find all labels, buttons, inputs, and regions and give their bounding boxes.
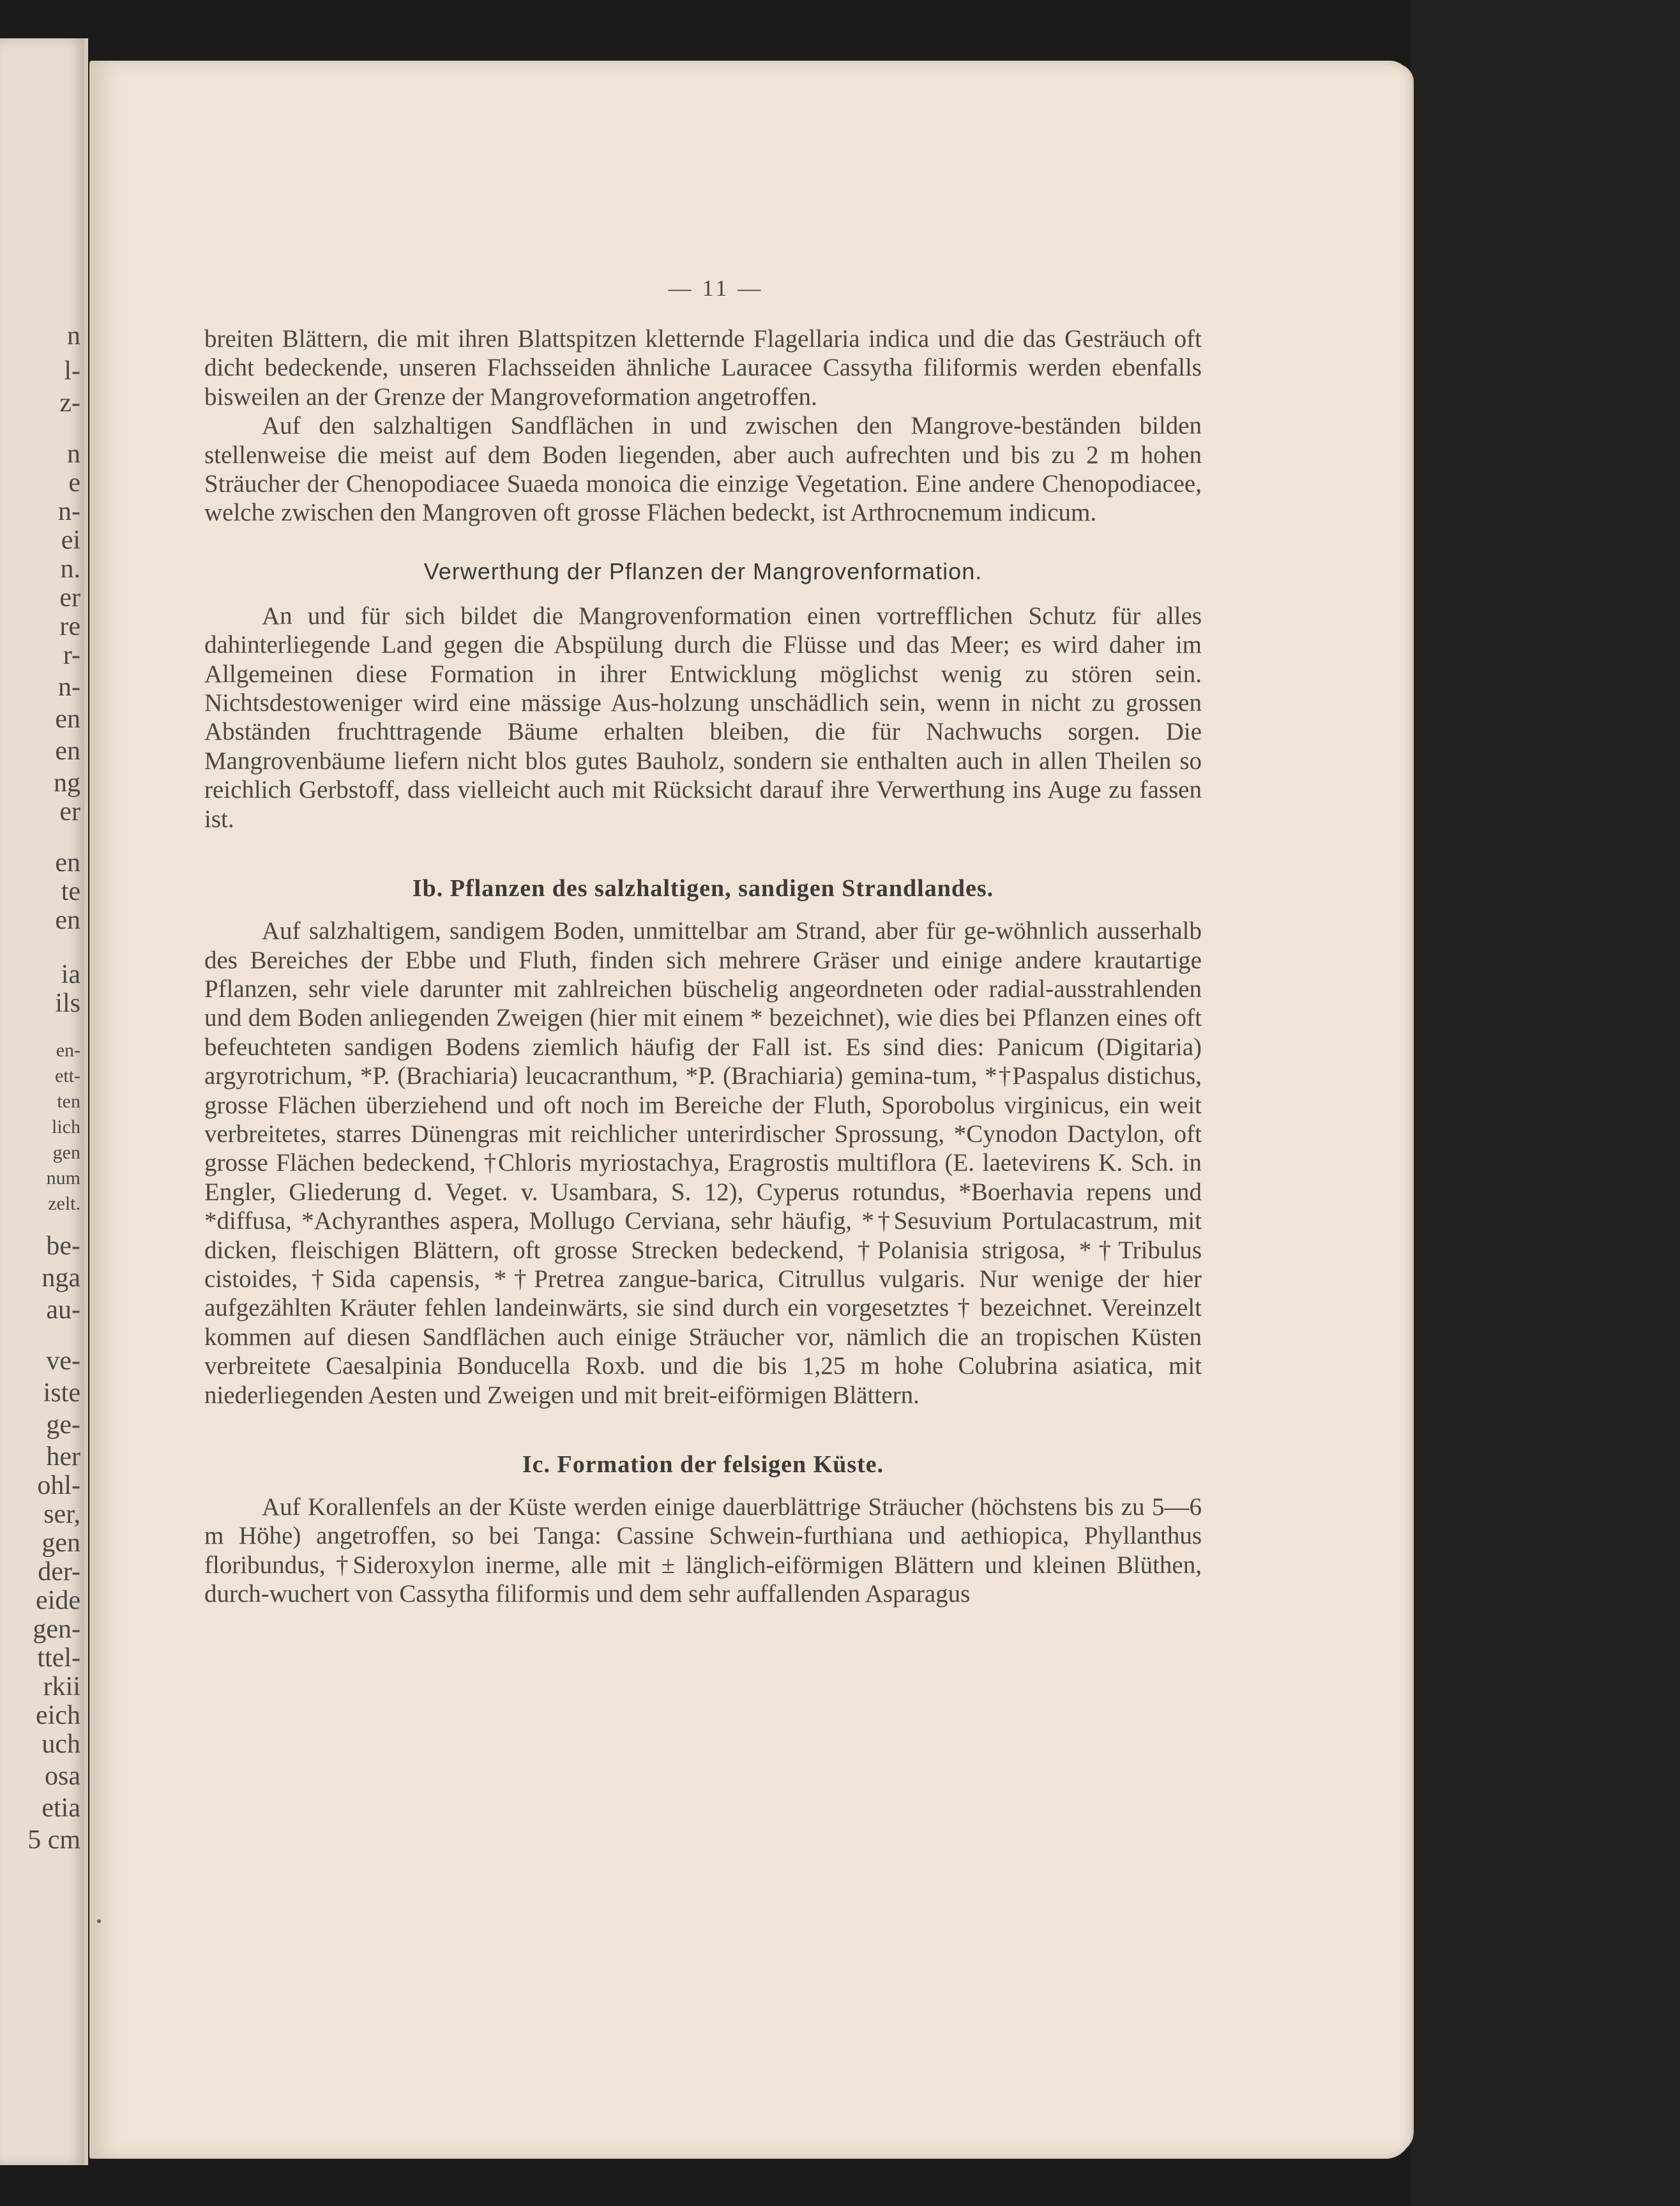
left-page-text-fragment: ohl- (37, 1471, 80, 1500)
left-page-text-fragment: te (61, 877, 80, 906)
left-page-text-fragment: en- (56, 1040, 80, 1061)
left-page-text-fragment: z- (59, 388, 80, 418)
ink-speck (97, 1919, 101, 1923)
left-page-text-fragment: ge- (46, 1410, 80, 1440)
left-page-text-fragment: gen (42, 1528, 80, 1558)
left-page-text-fragment: der- (38, 1557, 80, 1586)
left-page-text-fragment: er (59, 797, 80, 826)
left-page-text-fragment: gen (52, 1142, 80, 1163)
left-page-text-fragment: ng (54, 768, 80, 798)
left-page-text-fragment: ttel- (37, 1643, 80, 1673)
paragraph-strandland: Auf salzhaltigem, sandigem Boden, unmittelbar am Strand, aber für ge-wöhnlich ausserhalb des Bereiches der Ebbe und Fluth, finden sich mehrere Gräser und einige andere krautartige Pflanzen, sehr viele darunter mit zahlreichen büschelig angeordneten oder radial-ausstrahlenden und dem Boden anliegenden Zweigen (hier mit einem * bezeichnet), wie dies bei Pflanzen eines oft befeuchteten sandigen Bodens ziemlich häufig der Fall ist. Es sind dies: Panicum (Digitaria) argyrotrichum, *P. (Brachiaria) leucacranthum, *P. (Brachiaria) gemina-tum, *†Paspalus distichus, grosse Flächen überziehend und oft noch im Bereiche der Fluth, Sporobolus virginicus, ein weit verbreitetes, starres Dünengras mit reichlicher unterirdischer Sprossung, *Cynodon Dactylon, oft grosse Flächen bedeckend, †Chloris myriostachya, Eragrostis multiflora (E. laetevirens K. Sch. in Engler, Gliederung d. Veget. v. Usambara, S. 12), Cyperus rotundus, *Boerhavia repens und *diffusa, *Achyranthes aspera, Mollugo Cerviana, sehr häufig, *†Sesuvium Portulacastrum, mit dicken, fleischigen Blättern, oft grosse Strecken bedeckend, †Polanisia strigosa, *†Tribulus cistoides, †Sida capensis, *†Pretrea zangue-barica, Citrullus vulgaris. Nur wenige der hier aufgezählten Kräuter fehlen landeinwärts, sie sind durch ein vorgesetztes † bezeichnet. Vereinzelt kommen auf diesen Sandflächen auch einige Sträucher vor, nämlich die an tropischen Küsten verbreitete Caesalpinia Bonducella Roxb. und die bis 1,25 m hohe Colubrina asiatica, mit niederliegenden Aesten und Zweigen und mit breit-eiförmigen Blättern. (204, 917, 1202, 1409)
left-page-text-fragment: gen- (33, 1615, 80, 1644)
left-page-text-fragment: n. (60, 554, 80, 584)
paragraph-verwerthung: An und für sich bildet die Mangrovenformation einen vortrefflichen Schutz für alles dahinterliegende Land gegen die Abspülung durch die Flüsse und das Meer; es wird daher im Allgemeinen diese Formation in ihrer Entwicklung möglichst wenig zu stören sein. Nichtsdestoweniger wird eine mässige Aus-holzung unschädlich sein, wenn in nicht zu grossen Abständen fruchttragende Bäume erhalten bleiben, die für Nachwuchs sorgen. Die Mangrovenbäume liefern nicht blos gutes Bauholz, sondern sie enthalten auch in allen Theilen so reichlich Gerbstoff, dass vielleicht auch mit Rücksicht darauf ihre Verwerthung ins Auge zu fassen ist. (204, 602, 1202, 833)
left-page-text-fragment: ia (61, 960, 80, 989)
left-page-text-fragment: num (46, 1168, 80, 1189)
left-page-text-fragment: ten (57, 1091, 80, 1112)
left-page-text-fragment: r- (63, 641, 80, 670)
left-page-text-fragment: en (55, 704, 80, 734)
page-text-block (204, 275, 1202, 1609)
left-page-text-fragment: au- (46, 1295, 80, 1325)
left-page-text-fragment: uch (42, 1730, 80, 1759)
left-page-text-fragment: lich (52, 1116, 80, 1137)
left-page-text-fragment: n (67, 321, 80, 351)
left-facing-page (0, 38, 88, 2165)
left-page-text-fragment: her (46, 1442, 80, 1472)
left-page-text-fragment: n- (58, 497, 80, 526)
left-page-text-fragment: 5 cm (27, 1825, 80, 1855)
page-number: — 11 — (668, 275, 764, 301)
left-page-text-fragment: ve- (46, 1346, 80, 1376)
heading-felsige-kueste: Ic. Formation der felsigen Küste. (522, 1451, 884, 1478)
left-page-text-fragment: eich (36, 1701, 80, 1730)
left-page-text-fragment: nga (42, 1263, 80, 1293)
heading-verwerthung: Verwerthung der Pflanzen der Mangrovenformation. (423, 558, 983, 584)
left-page-text-fragment: e (68, 468, 80, 498)
left-page-text-fragment: zelt. (48, 1193, 80, 1214)
left-page-text-fragment: n- (58, 673, 80, 702)
left-page-text-fragment: eide (36, 1586, 80, 1615)
left-page-text-fragment: er (59, 583, 80, 612)
paragraph-flagellaria: breiten Blättern, die mit ihren Blattspitzen kletternde Flagellaria indica und die das Gesträuch oft dicht bedeckende, unseren Flachsseiden ähnliche Lauracee Cassytha filiformis werden ebenfalls bisweilen an der Grenze der Mangroveformation angetroffen. (204, 325, 1202, 411)
left-page-text-fragment: l- (64, 356, 80, 386)
left-page-text-fragment: en (55, 848, 80, 878)
left-page-text-fragment: ils (55, 989, 80, 1018)
paragraph-sandflaechen: Auf den salzhaltigen Sandflächen in und zwischen den Mangrove-beständen bilden stellenweise die meist auf dem Boden liegenden, aber auch aufrechten und bis zu 2 m hohen Sträucher der Chenopodiacee Suaeda monoica die einzige Vegetation. Eine andere Chenopodiacee, welche zwischen den Mangroven oft grosse Flächen bedeckt, ist Arthrocnemum indicum. (204, 412, 1202, 527)
heading-strandland: Ib. Pflanzen des salzhaltigen, sandigen Strandlandes. (412, 875, 994, 902)
left-page-text-fragment: etia (42, 1793, 80, 1823)
left-page-text-fragment: n (67, 439, 80, 469)
left-page-text-fragment: osa (45, 1761, 80, 1791)
paragraph-felsige-kueste: Auf Korallenfels an der Küste werden einige dauerblättrige Sträucher (höchstens bis zu 5—6 m Höhe) angetroffen, so bei Tanga: Cassine Schwein-furthiana und aethiopica, Phyllanthus floribundus, †Sideroxylon inerme, alle mit ± länglich-eiförmigen Blättern und kleinen Blüthen, durch-wuchert von Cassytha filiformis und dem sehr auffallenden Asparagus (204, 1493, 1202, 1608)
left-page-text-fragment: re (59, 612, 80, 641)
left-page-text-fragment: ett- (55, 1065, 80, 1086)
scanner-background (1411, 0, 1680, 2206)
left-page-text-fragment: rkii (43, 1672, 80, 1701)
left-page-text-fragment: iste (43, 1378, 80, 1408)
left-page-text-fragment: en (55, 736, 80, 766)
left-page-text-fragment: en (55, 906, 80, 935)
left-page-text-fragment: ser, (43, 1500, 80, 1529)
left-page-text-fragment: ei (61, 526, 80, 555)
left-page-text-fragment: be- (46, 1231, 80, 1261)
